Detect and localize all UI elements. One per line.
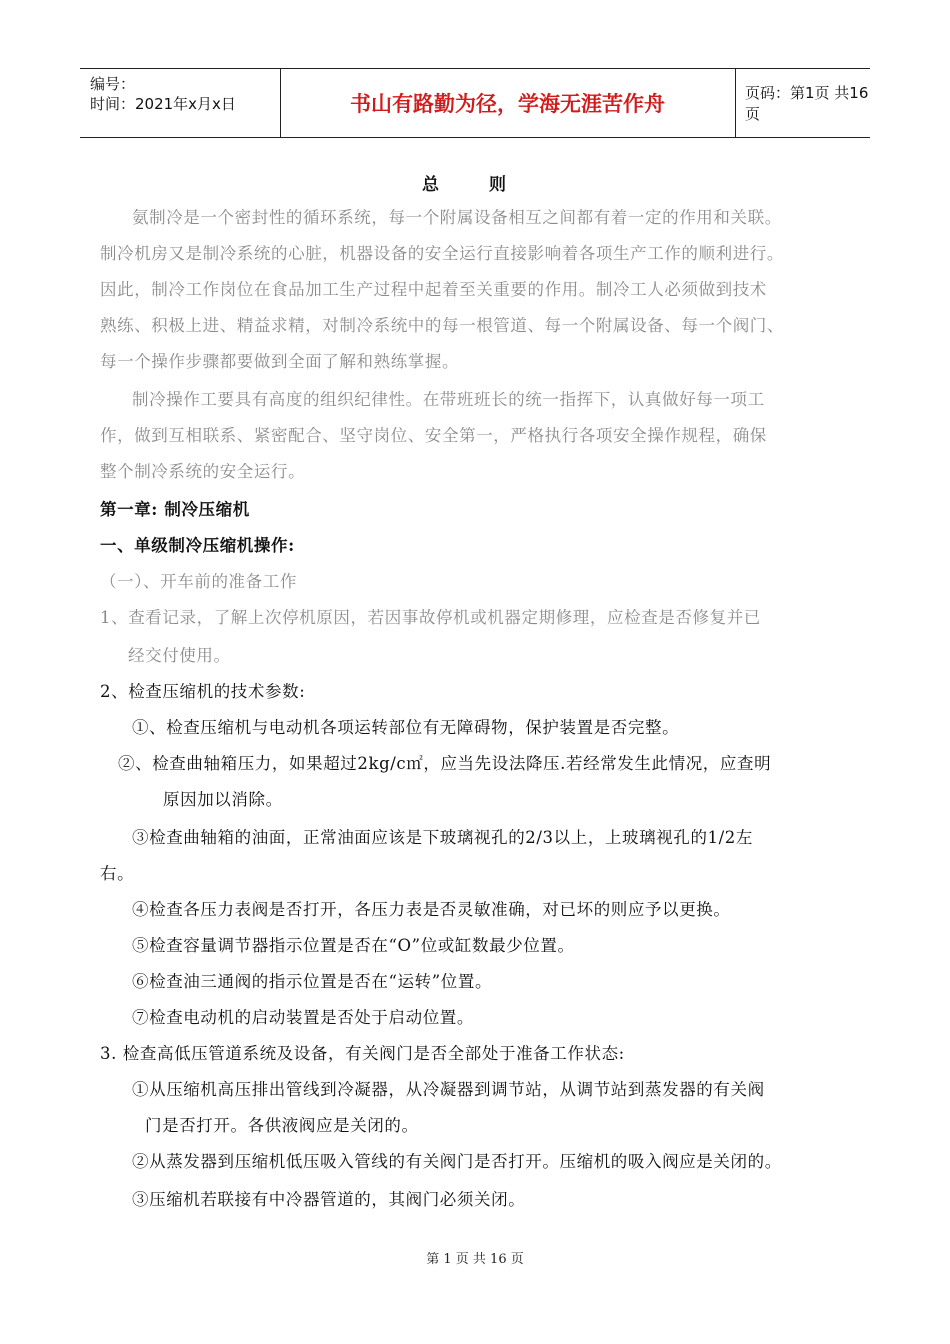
list-item: ④检查各压力表阀是否打开，各压力表是否灵敏准确，对已坏的则应予以更换。 xyxy=(132,900,731,919)
header-meta-cell xyxy=(80,69,281,137)
list-item: 3. 检查高低压管道系统及设备，有关阀门是否全部处于准备工作状态: xyxy=(100,1044,625,1063)
list-item: ①、检查压缩机与电动机各项运转部位有无障碍物，保护装置是否完整。 xyxy=(132,718,680,737)
intro-line: 氨制冷是一个密封性的循环系统，每一个附属设备相互之间都有着一定的作用和关联。 xyxy=(132,208,782,227)
list-item: ⑤检查容量调节器指示位置是否在“O”位或缸数最少位置。 xyxy=(132,936,575,955)
intro-line: 制冷机房又是制冷系统的心脏，机器设备的安全运行直接影响着各项生产工作的顺利进行。 xyxy=(100,244,784,263)
list-item: ⑥检查油三通阀的指示位置是否在“运转”位置。 xyxy=(132,972,493,991)
header-table xyxy=(80,68,870,138)
time-label: 时间：2021年x月x日 xyxy=(90,95,236,113)
list-item: 1、查看记录，了解上次停机原因，若因事故停机或机器定期修理，应检查是否修复并已 xyxy=(100,608,761,627)
section-heading: 一、单级制冷压缩机操作: xyxy=(100,536,295,555)
header-page-code: 页码：第1页 共16页 xyxy=(745,84,869,123)
list-item: 门是否打开。各供液阀应是关闭的。 xyxy=(145,1116,419,1135)
list-item: 原因加以消除。 xyxy=(163,790,283,809)
list-item: ①从压缩机高压排出管线到冷凝器，从冷凝器到调节站，从调节站到蒸发器的有关阀 xyxy=(132,1080,765,1099)
intro-line: 制冷操作工要具有高度的组织纪律性。在带班班长的统一指挥下，认真做好每一项工 xyxy=(132,390,765,409)
intro-line: 整个制冷系统的安全运行。 xyxy=(100,462,306,481)
page-footer: 第 1 页 共 16 页 xyxy=(426,1252,524,1267)
intro-line: 每一个操作步骤都要做到全面了解和熟练掌握。 xyxy=(100,352,460,371)
list-item: ③压缩机若联接有中冷器管道的，其阀门必须关闭。 xyxy=(132,1190,526,1209)
header-motto: 书山有路勤为径，学海无涯苦作舟 xyxy=(280,69,736,137)
list-item: 2、检查压缩机的技术参数: xyxy=(100,682,306,701)
list-item: 右。 xyxy=(100,864,135,883)
list-item: ②从蒸发器到压缩机低压吸入管线的有关阀门是否打开。压缩机的吸入阀应是关闭的。 xyxy=(132,1152,782,1171)
list-item: ⑦检查电动机的启动装置是否处于启动位置。 xyxy=(132,1008,474,1027)
list-item: ②、检查曲轴箱压力，如果超过2kg/c㎡，应当先设法降压.若经常发生此情况，应查明 xyxy=(118,754,772,773)
list-item: 经交付使用。 xyxy=(128,646,231,665)
chapter-heading: 第一章: 制冷压缩机 xyxy=(100,500,250,519)
list-item: ③检查曲轴箱的油面，正常油面应该是下玻璃视孔的2/3以上，上玻璃视孔的1/2左 xyxy=(132,828,754,847)
intro-line: 因此，制冷工作岗位在食品加工生产过程中起着至关重要的作用。制冷工人必须做到技术 xyxy=(100,280,767,299)
subsection-heading: （一）、开车前的准备工作 xyxy=(100,572,297,591)
intro-line: 作，做到互相联系、紧密配合、坚守岗位、安全第一，严格执行各项安全操作规程，确保 xyxy=(100,426,767,445)
intro-line: 熟练、积极上进、精益求精，对制冷系统中的每一根管道、每一个附属设备、每一个阀门、 xyxy=(100,316,784,335)
page-title: 总 则 xyxy=(422,175,528,195)
number-label: 编号： xyxy=(90,75,136,93)
